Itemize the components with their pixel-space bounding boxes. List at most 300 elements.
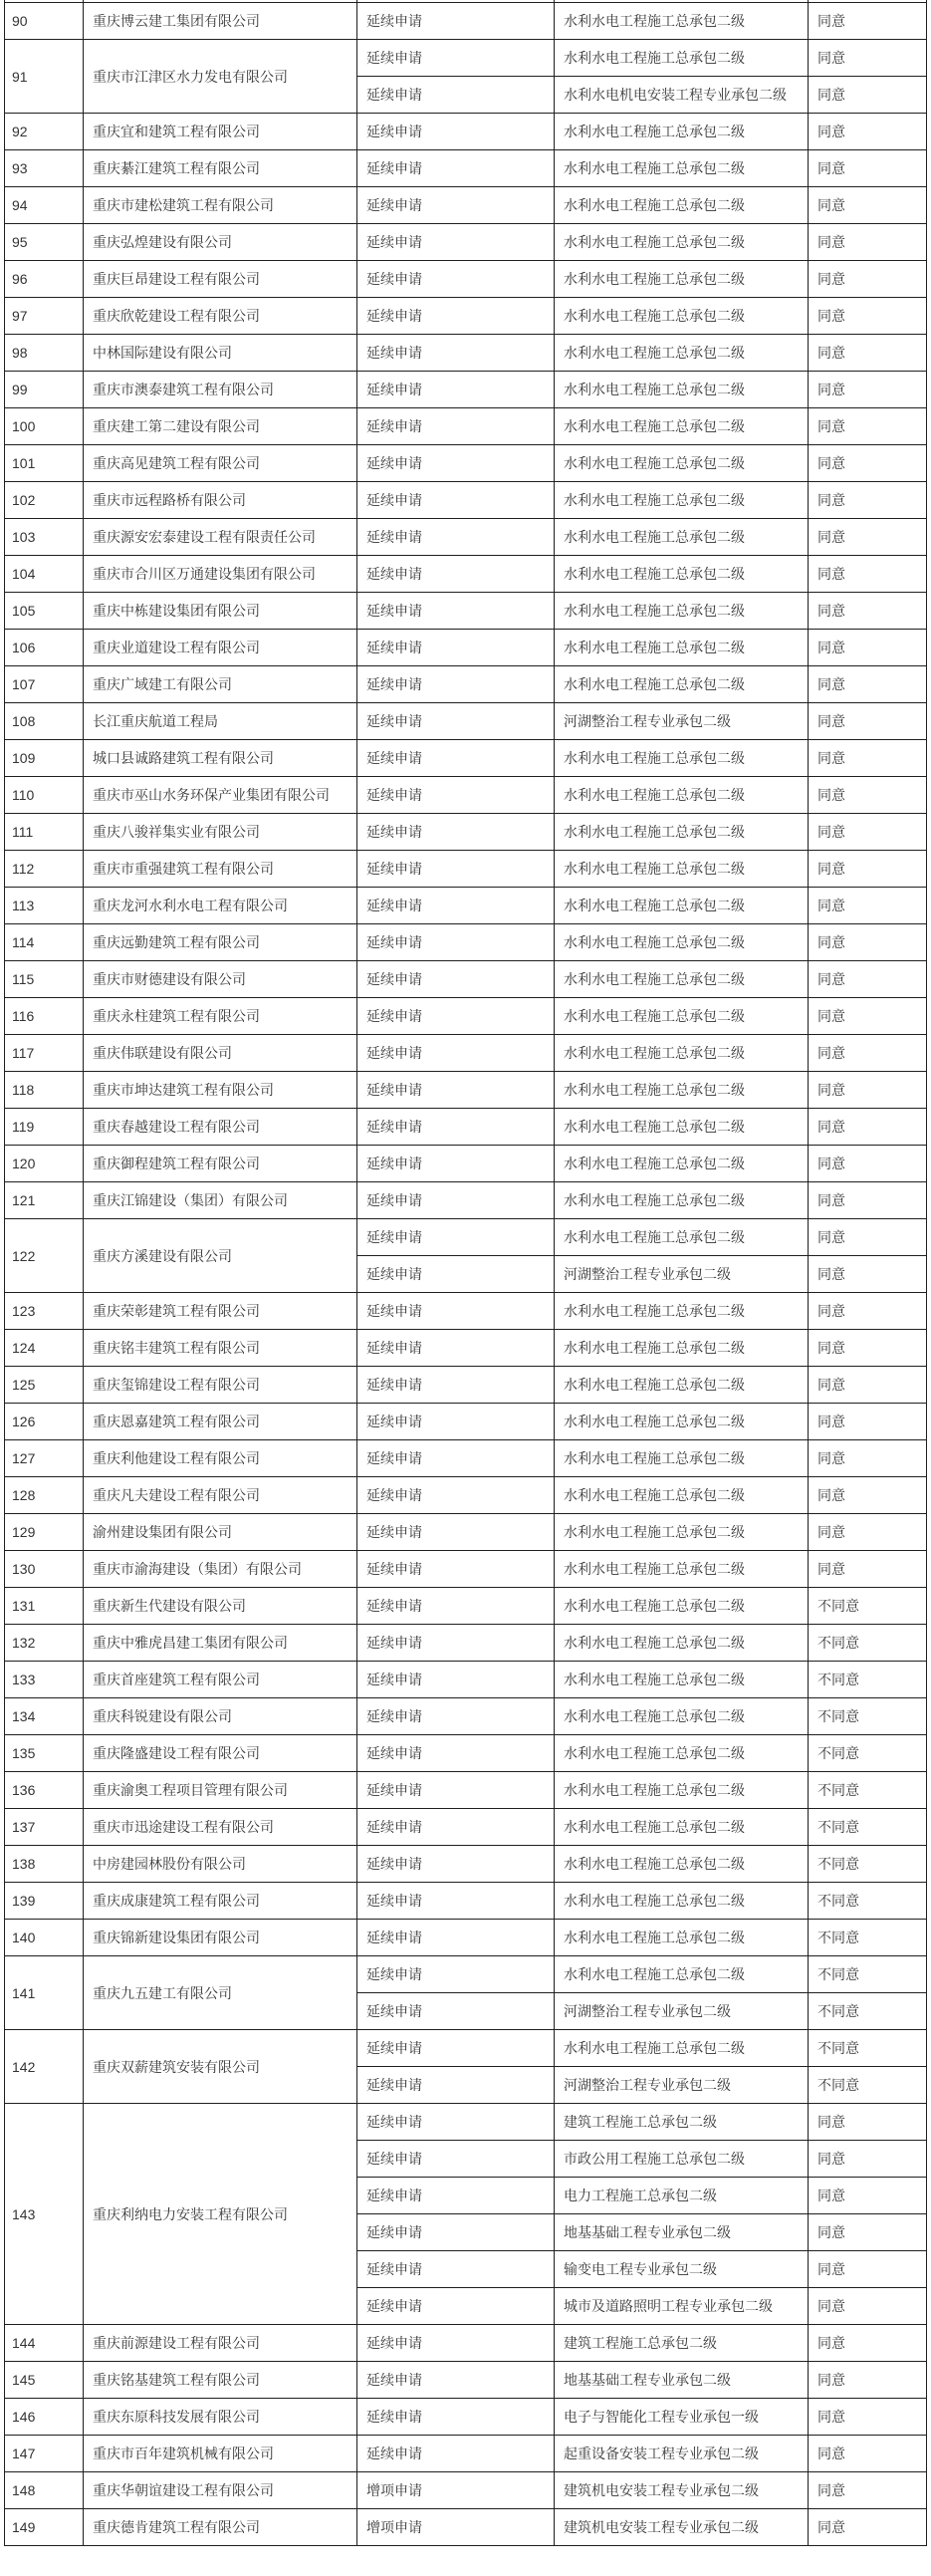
qualification: 水利水电工程施工总承包二级 (555, 187, 809, 224)
review-result: 不同意 (809, 1588, 927, 1625)
qualification: 起重设备安装工程专业承包二级 (555, 2436, 809, 2472)
row-number: 126 (5, 1404, 84, 1440)
qualification: 水利水电工程施工总承包二级 (555, 888, 809, 924)
row-number: 120 (5, 1146, 84, 1182)
review-result: 不同意 (809, 1993, 927, 2030)
row-number: 102 (5, 482, 84, 519)
review-result: 同意 (809, 998, 927, 1035)
review-result: 同意 (809, 1219, 927, 1256)
qualification: 水利水电工程施工总承包二级 (555, 1698, 809, 1735)
qualification: 水利水电工程施工总承包二级 (555, 1440, 809, 1477)
row-number: 103 (5, 519, 84, 556)
company-name: 重庆永柱建筑工程有限公司 (84, 998, 357, 1035)
qualification: 水利水电工程施工总承包二级 (555, 998, 809, 1035)
table-row (5, 961, 927, 998)
table-row (5, 2104, 927, 2141)
company-name: 重庆业道建设工程有限公司 (84, 630, 357, 666)
qualification: 水利水电机电安装工程专业承包二级 (555, 77, 809, 114)
application-type: 延续申请 (357, 556, 555, 593)
company-name: 重庆双薪建筑安装有限公司 (84, 2030, 357, 2104)
application-type: 延续申请 (357, 114, 555, 150)
company-name: 重庆渝奥工程项目管理有限公司 (84, 1772, 357, 1809)
qualification: 河湖整治工程专业承包二级 (555, 1993, 809, 2030)
table-row (5, 703, 927, 740)
row-number: 149 (5, 2509, 84, 2546)
application-type: 延续申请 (357, 2251, 555, 2288)
table-row (5, 1330, 927, 1367)
review-result: 同意 (809, 187, 927, 224)
application-type: 延续申请 (357, 1182, 555, 1219)
qualification: 水利水电工程施工总承包二级 (555, 1035, 809, 1072)
company-name: 重庆市巫山水务环保产业集团有限公司 (84, 777, 357, 814)
row-number: 110 (5, 777, 84, 814)
application-type: 延续申请 (357, 224, 555, 261)
table-row (5, 1735, 927, 1772)
company-name: 重庆新生代建设有限公司 (84, 1588, 357, 1625)
application-type: 延续申请 (357, 1514, 555, 1551)
company-name: 重庆科锐建设有限公司 (84, 1698, 357, 1735)
review-result: 不同意 (809, 1698, 927, 1735)
application-type: 增项申请 (357, 2472, 555, 2509)
qualification: 水利水电工程施工总承包二级 (555, 1588, 809, 1625)
row-number: 109 (5, 740, 84, 777)
review-result: 同意 (809, 519, 927, 556)
review-result: 同意 (809, 1035, 927, 1072)
row-number: 90 (5, 3, 84, 40)
company-name: 重庆市澳泰建筑工程有限公司 (84, 372, 357, 408)
application-type: 延续申请 (357, 1956, 555, 1993)
review-result: 同意 (809, 740, 927, 777)
company-name: 重庆江锦建设（集团）有限公司 (84, 1182, 357, 1219)
qualification: 水利水电工程施工总承包二级 (555, 1109, 809, 1146)
company-name: 重庆市财德建设有限公司 (84, 961, 357, 998)
row-number: 92 (5, 114, 84, 150)
company-name: 重庆弘煌建设有限公司 (84, 224, 357, 261)
application-type: 延续申请 (357, 1846, 555, 1883)
application-type: 延续申请 (357, 593, 555, 630)
table-row (5, 224, 927, 261)
company-name: 重庆欣乾建设工程有限公司 (84, 298, 357, 335)
qualification: 水利水电工程施工总承包二级 (555, 961, 809, 998)
company-name: 重庆巨昂建设工程有限公司 (84, 261, 357, 298)
review-result: 同意 (809, 1551, 927, 1588)
review-result: 不同意 (809, 1662, 927, 1698)
qualification: 地基基础工程专业承包二级 (555, 2362, 809, 2399)
qualification: 水利水电工程施工总承包二级 (555, 224, 809, 261)
row-number: 95 (5, 224, 84, 261)
review-result: 同意 (809, 814, 927, 851)
row-number: 101 (5, 445, 84, 482)
application-type: 延续申请 (357, 482, 555, 519)
company-name: 重庆玺锦建设工程有限公司 (84, 1367, 357, 1404)
qualification: 水利水电工程施工总承包二级 (555, 1293, 809, 1330)
table-row (5, 1956, 927, 1993)
application-type: 延续申请 (357, 740, 555, 777)
qualification: 河湖整治工程专业承包二级 (555, 2067, 809, 2104)
table-row (5, 2509, 927, 2546)
table-row (5, 1625, 927, 1662)
row-number: 93 (5, 150, 84, 187)
row-number: 94 (5, 187, 84, 224)
company-name: 长江重庆航道工程局 (84, 703, 357, 740)
table-row (5, 261, 927, 298)
qualification: 水利水电工程施工总承包二级 (555, 1772, 809, 1809)
review-result: 同意 (809, 445, 927, 482)
qualification: 水利水电工程施工总承包二级 (555, 150, 809, 187)
review-result: 同意 (809, 150, 927, 187)
review-result: 同意 (809, 3, 927, 40)
application-type: 延续申请 (357, 445, 555, 482)
review-result: 同意 (809, 2472, 927, 2509)
review-result: 同意 (809, 666, 927, 703)
application-type: 延续申请 (357, 408, 555, 445)
review-result: 不同意 (809, 1772, 927, 1809)
table-row (5, 593, 927, 630)
application-type: 延续申请 (357, 261, 555, 298)
row-number: 100 (5, 408, 84, 445)
table-row (5, 666, 927, 703)
application-type: 延续申请 (357, 1883, 555, 1920)
review-result: 同意 (809, 1146, 927, 1182)
application-type: 延续申请 (357, 1662, 555, 1698)
review-result: 同意 (809, 2362, 927, 2399)
row-number: 133 (5, 1662, 84, 1698)
application-type: 增项申请 (357, 2509, 555, 2546)
review-result: 同意 (809, 1293, 927, 1330)
review-result: 同意 (809, 335, 927, 372)
table-row (5, 1772, 927, 1809)
qualification: 输变电工程专业承包二级 (555, 2251, 809, 2288)
table-row (5, 298, 927, 335)
application-type: 延续申请 (357, 1219, 555, 1256)
row-number: 106 (5, 630, 84, 666)
review-result: 同意 (809, 1182, 927, 1219)
qualification: 水利水电工程施工总承包二级 (555, 556, 809, 593)
row-number: 139 (5, 1883, 84, 1920)
row-number: 98 (5, 335, 84, 372)
table-row (5, 630, 927, 666)
review-result: 同意 (809, 2288, 927, 2325)
company-name: 重庆远勤建筑工程有限公司 (84, 924, 357, 961)
qualification: 建筑工程施工总承包二级 (555, 2104, 809, 2141)
qualification: 水利水电工程施工总承包二级 (555, 1735, 809, 1772)
table-row (5, 1477, 927, 1514)
company-name: 重庆源安宏泰建设工程有限责任公司 (84, 519, 357, 556)
qualification: 水利水电工程施工总承包二级 (555, 1551, 809, 1588)
application-type: 延续申请 (357, 519, 555, 556)
table-row (5, 998, 927, 1035)
application-type: 延续申请 (357, 1367, 555, 1404)
review-result: 同意 (809, 1404, 927, 1440)
row-number: 91 (5, 40, 84, 114)
row-number: 96 (5, 261, 84, 298)
application-type: 延续申请 (357, 1330, 555, 1367)
review-result: 不同意 (809, 2067, 927, 2104)
row-number: 124 (5, 1330, 84, 1367)
row-number: 147 (5, 2436, 84, 2472)
qualification: 河湖整治工程专业承包二级 (555, 703, 809, 740)
row-number: 105 (5, 593, 84, 630)
qualification: 水利水电工程施工总承包二级 (555, 408, 809, 445)
review-result: 不同意 (809, 1883, 927, 1920)
company-name: 重庆恩嘉建筑工程有限公司 (84, 1404, 357, 1440)
review-result: 同意 (809, 593, 927, 630)
company-name: 重庆成康建筑工程有限公司 (84, 1883, 357, 1920)
table-row (5, 482, 927, 519)
review-result: 同意 (809, 1477, 927, 1514)
application-type: 延续申请 (357, 2436, 555, 2472)
company-name: 城口县诚路建筑工程有限公司 (84, 740, 357, 777)
review-result: 同意 (809, 1256, 927, 1293)
application-type: 延续申请 (357, 1625, 555, 1662)
application-type: 延续申请 (357, 666, 555, 703)
table-row (5, 1367, 927, 1404)
application-type: 延续申请 (357, 1035, 555, 1072)
row-number: 119 (5, 1109, 84, 1146)
review-result: 同意 (809, 2509, 927, 2546)
review-result: 同意 (809, 261, 927, 298)
company-name: 重庆华朝谊建设工程有限公司 (84, 2472, 357, 2509)
row-number: 141 (5, 1956, 84, 2030)
qualification: 水利水电工程施工总承包二级 (555, 851, 809, 888)
qualification: 水利水电工程施工总承包二级 (555, 777, 809, 814)
application-type: 延续申请 (357, 814, 555, 851)
qualification: 水利水电工程施工总承包二级 (555, 1182, 809, 1219)
review-result: 同意 (809, 703, 927, 740)
review-result: 同意 (809, 630, 927, 666)
row-number: 130 (5, 1551, 84, 1588)
table-row (5, 740, 927, 777)
review-result: 同意 (809, 408, 927, 445)
row-number: 123 (5, 1293, 84, 1330)
qualification: 水利水电工程施工总承包二级 (555, 1956, 809, 1993)
review-result: 同意 (809, 2214, 927, 2251)
row-number: 128 (5, 1477, 84, 1514)
application-type: 延续申请 (357, 2067, 555, 2104)
table-row (5, 335, 927, 372)
row-number: 97 (5, 298, 84, 335)
review-result: 同意 (809, 1367, 927, 1404)
table-row (5, 2325, 927, 2362)
application-type: 延续申请 (357, 1698, 555, 1735)
company-name: 重庆八骏祥集实业有限公司 (84, 814, 357, 851)
qualification: 电子与智能化工程专业承包一级 (555, 2399, 809, 2436)
table-row (5, 556, 927, 593)
qualification: 水利水电工程施工总承包二级 (555, 3, 809, 40)
application-type: 延续申请 (357, 1109, 555, 1146)
row-number: 125 (5, 1367, 84, 1404)
application-type: 延续申请 (357, 888, 555, 924)
qualification: 建筑工程施工总承包二级 (555, 2325, 809, 2362)
application-type: 延续申请 (357, 77, 555, 114)
qualification: 水利水电工程施工总承包二级 (555, 1072, 809, 1109)
company-name: 重庆利纳电力安装工程有限公司 (84, 2104, 357, 2325)
table-row (5, 408, 927, 445)
row-number: 148 (5, 2472, 84, 2509)
application-type: 延续申请 (357, 961, 555, 998)
review-result: 同意 (809, 482, 927, 519)
application-type: 延续申请 (357, 2178, 555, 2214)
company-name: 重庆建工第二建设有限公司 (84, 408, 357, 445)
table-row (5, 372, 927, 408)
qualification: 水利水电工程施工总承包二级 (555, 1404, 809, 1440)
table-row (5, 1035, 927, 1072)
application-type: 延续申请 (357, 2214, 555, 2251)
qualification: 水利水电工程施工总承包二级 (555, 114, 809, 150)
table-row (5, 1146, 927, 1182)
qualification: 水利水电工程施工总承包二级 (555, 1920, 809, 1956)
company-name: 重庆首座建筑工程有限公司 (84, 1662, 357, 1698)
application-type: 延续申请 (357, 150, 555, 187)
row-number: 104 (5, 556, 84, 593)
row-number: 136 (5, 1772, 84, 1809)
company-name: 重庆中雅虎昌建工集团有限公司 (84, 1625, 357, 1662)
company-name: 重庆广域建工有限公司 (84, 666, 357, 703)
qualification: 水利水电工程施工总承包二级 (555, 1219, 809, 1256)
table-row (5, 150, 927, 187)
review-result: 同意 (809, 1440, 927, 1477)
company-name: 重庆中栋建设集团有限公司 (84, 593, 357, 630)
company-name: 重庆市重强建筑工程有限公司 (84, 851, 357, 888)
qualification: 水利水电工程施工总承包二级 (555, 261, 809, 298)
qualification: 水利水电工程施工总承包二级 (555, 1367, 809, 1404)
application-type: 延续申请 (357, 298, 555, 335)
table-row (5, 2472, 927, 2509)
qualification: 水利水电工程施工总承包二级 (555, 593, 809, 630)
review-result: 同意 (809, 924, 927, 961)
qualification: 河湖整治工程专业承包二级 (555, 1256, 809, 1293)
application-type: 延续申请 (357, 1588, 555, 1625)
application-type: 延续申请 (357, 1072, 555, 1109)
table-row (5, 1293, 927, 1330)
table-row (5, 1662, 927, 1698)
application-type: 延续申请 (357, 2141, 555, 2178)
table-row (5, 1846, 927, 1883)
row-number: 131 (5, 1588, 84, 1625)
table-row (5, 1182, 927, 1219)
qualification: 水利水电工程施工总承包二级 (555, 1662, 809, 1698)
table-row (5, 1219, 927, 1256)
row-number: 118 (5, 1072, 84, 1109)
qualification: 水利水电工程施工总承包二级 (555, 40, 809, 77)
company-name: 中林国际建设有限公司 (84, 335, 357, 372)
qualification: 水利水电工程施工总承包二级 (555, 372, 809, 408)
company-name: 重庆铭丰建筑工程有限公司 (84, 1330, 357, 1367)
company-name: 重庆市江津区水力发电有限公司 (84, 40, 357, 114)
company-name: 重庆市百年建筑机械有限公司 (84, 2436, 357, 2472)
qualification: 水利水电工程施工总承包二级 (555, 1883, 809, 1920)
qualification: 水利水电工程施工总承包二级 (555, 924, 809, 961)
row-number: 111 (5, 814, 84, 851)
application-type: 延续申请 (357, 2325, 555, 2362)
company-name: 中房建园林股份有限公司 (84, 1846, 357, 1883)
review-result: 不同意 (809, 1956, 927, 1993)
review-result: 同意 (809, 298, 927, 335)
review-result: 同意 (809, 40, 927, 77)
row-number: 117 (5, 1035, 84, 1072)
application-type: 延续申请 (357, 1735, 555, 1772)
application-type: 延续申请 (357, 1440, 555, 1477)
table-row (5, 445, 927, 482)
company-name: 重庆御程建筑工程有限公司 (84, 1146, 357, 1182)
review-result: 不同意 (809, 1809, 927, 1846)
qualification: 水利水电工程施工总承包二级 (555, 630, 809, 666)
row-number: 121 (5, 1182, 84, 1219)
table-row (5, 777, 927, 814)
table-row (5, 2436, 927, 2472)
application-type: 延续申请 (357, 630, 555, 666)
company-name: 重庆市迅途建设工程有限公司 (84, 1809, 357, 1846)
application-type: 延续申请 (357, 2362, 555, 2399)
company-name: 重庆利他建设工程有限公司 (84, 1440, 357, 1477)
application-type: 延续申请 (357, 335, 555, 372)
review-result: 同意 (809, 961, 927, 998)
application-type: 延续申请 (357, 1477, 555, 1514)
qualification: 建筑机电安装工程专业承包二级 (555, 2472, 809, 2509)
qualification: 水利水电工程施工总承包二级 (555, 1477, 809, 1514)
company-name: 重庆市渝海建设（集团）有限公司 (84, 1551, 357, 1588)
row-number: 146 (5, 2399, 84, 2436)
table-row (5, 888, 927, 924)
qualification: 水利水电工程施工总承包二级 (555, 519, 809, 556)
row-number: 129 (5, 1514, 84, 1551)
qualification: 电力工程施工总承包二级 (555, 2178, 809, 2214)
table-row (5, 1440, 927, 1477)
table-row (5, 1883, 927, 1920)
qualification: 水利水电工程施工总承包二级 (555, 1514, 809, 1551)
qualification: 水利水电工程施工总承包二级 (555, 298, 809, 335)
review-result: 不同意 (809, 1625, 927, 1662)
application-type: 延续申请 (357, 777, 555, 814)
table-row (5, 1698, 927, 1735)
qualification: 水利水电工程施工总承包二级 (555, 2030, 809, 2067)
row-number: 140 (5, 1920, 84, 1956)
review-result: 同意 (809, 2251, 927, 2288)
row-number: 122 (5, 1219, 84, 1293)
application-type: 延续申请 (357, 851, 555, 888)
review-result: 同意 (809, 851, 927, 888)
review-result: 同意 (809, 2104, 927, 2141)
table-row (5, 1072, 927, 1109)
application-type: 延续申请 (357, 1920, 555, 1956)
review-result: 不同意 (809, 1846, 927, 1883)
company-name: 重庆铭基建筑工程有限公司 (84, 2362, 357, 2399)
qualification: 水利水电工程施工总承包二级 (555, 1330, 809, 1367)
row-number: 143 (5, 2104, 84, 2325)
qualification: 地基基础工程专业承包二级 (555, 2214, 809, 2251)
row-number: 144 (5, 2325, 84, 2362)
company-name: 重庆市坤达建筑工程有限公司 (84, 1072, 357, 1109)
review-result: 同意 (809, 888, 927, 924)
review-result: 同意 (809, 1330, 927, 1367)
application-type: 延续申请 (357, 3, 555, 40)
qualification: 城市及道路照明工程专业承包二级 (555, 2288, 809, 2325)
company-name: 重庆市合川区万通建设集团有限公司 (84, 556, 357, 593)
review-result: 不同意 (809, 1920, 927, 1956)
company-name: 重庆伟联建设有限公司 (84, 1035, 357, 1072)
row-number: 115 (5, 961, 84, 998)
review-result: 同意 (809, 2141, 927, 2178)
table-row (5, 2030, 927, 2067)
application-type: 延续申请 (357, 2399, 555, 2436)
application-type: 延续申请 (357, 1256, 555, 1293)
row-number: 108 (5, 703, 84, 740)
row-number: 99 (5, 372, 84, 408)
application-type: 延续申请 (357, 372, 555, 408)
review-result: 同意 (809, 1072, 927, 1109)
application-type: 延续申请 (357, 1551, 555, 1588)
review-result: 同意 (809, 224, 927, 261)
